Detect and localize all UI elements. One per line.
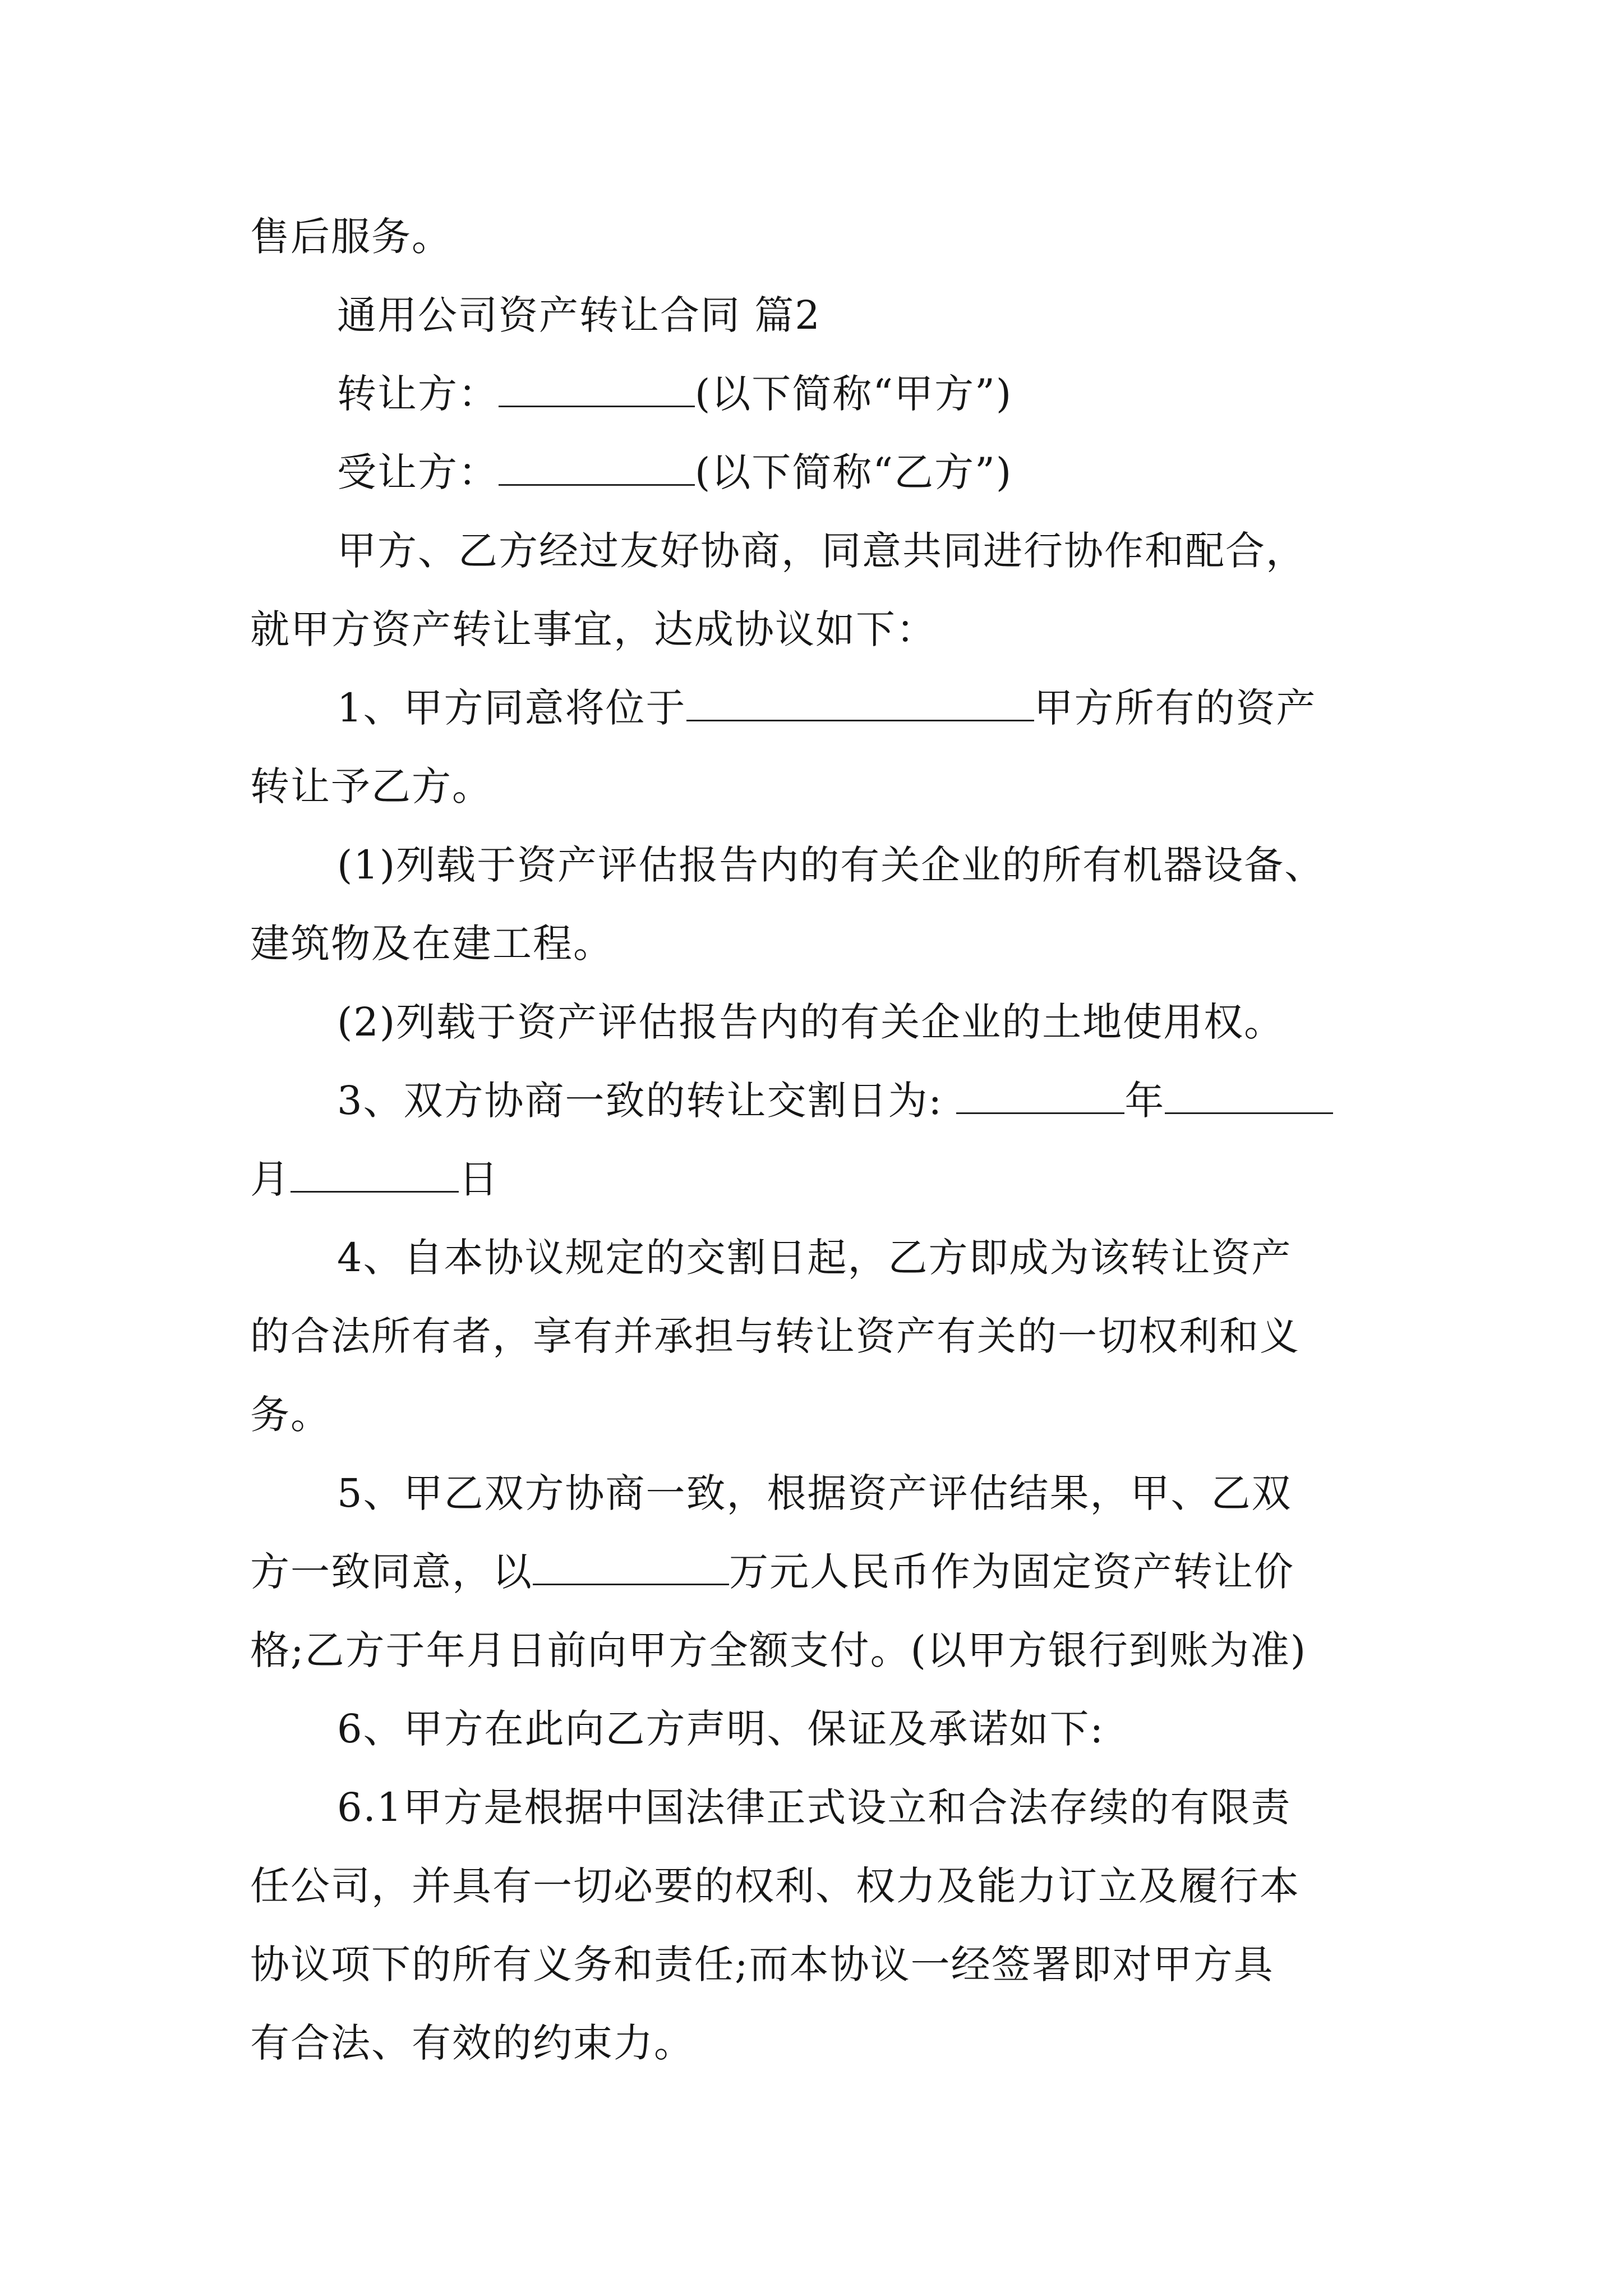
blank-field[interactable] xyxy=(1165,1078,1333,1114)
text-line: 协议项下的所有义务和责任;而本协议一经签署即对甲方具 xyxy=(250,1941,1274,1987)
text-line: 任公司，并具有一切必要的权利、权力及能力订立及履行本 xyxy=(250,1863,1300,1909)
text-line: 建筑物及在建工程。 xyxy=(250,921,614,967)
blank-field[interactable] xyxy=(499,371,695,407)
blank-field[interactable] xyxy=(686,685,1034,721)
text-line: (2)列载于资产评估报告内的有关企业的土地使用权。 xyxy=(337,999,1285,1045)
text-line: 就甲方资产转让事宜，达成协议如下： xyxy=(250,606,937,652)
text-line: 5、甲乙双方协商一致，根据资产评估结果，甲、乙双 xyxy=(337,1470,1292,1516)
blank-field[interactable] xyxy=(291,1156,459,1193)
section-title: 通用公司资产转让合同 篇2 xyxy=(337,292,821,338)
blank-field[interactable] xyxy=(533,1549,729,1585)
price-line: 方一致同意，以 万元人民币作为固定资产转让价 xyxy=(250,1549,1294,1595)
text-line: (1)列载于资产评估报告内的有关企业的所有机器设备、 xyxy=(337,842,1325,888)
text-line: 售后服务。 xyxy=(250,214,452,260)
text-line: 的合法所有者，享有并承担与转让资产有关的一切权利和义 xyxy=(250,1313,1300,1359)
text-line: 甲方、乙方经过友好协商，同意共同进行协作和配合， xyxy=(337,528,1306,574)
text-line: 6.1甲方是根据中国法律正式设立和合法存续的有限责 xyxy=(337,1784,1292,1830)
date-line: 月 日 xyxy=(250,1156,499,1202)
text-line: 转让予乙方。 xyxy=(250,763,492,809)
text-line: 格;乙方于年月日前向甲方全额支付。(以甲方银行到账为准) xyxy=(250,1627,1307,1673)
blank-field[interactable] xyxy=(956,1078,1124,1114)
text-line: 有合法、有效的约束力。 xyxy=(250,2020,694,2066)
text-line: 4、自本协议规定的交割日起，乙方即成为该转让资产 xyxy=(337,1235,1292,1281)
clause-1-line: 1、甲方同意将位于 甲方所有的资产 xyxy=(337,685,1317,731)
clause-3-line: 3、双方协商一致的转让交割日为: 年 xyxy=(337,1073,1333,1129)
blank-field[interactable] xyxy=(499,449,695,486)
transferee-line: 受让方： (以下简称“乙方”) xyxy=(337,449,1013,495)
transferor-line: 转让方： (以下简称“甲方”) xyxy=(337,371,1013,417)
text-line: 务。 xyxy=(250,1392,331,1438)
text-line: 6、甲方在此向乙方声明、保证及承诺如下: xyxy=(337,1706,1105,1752)
